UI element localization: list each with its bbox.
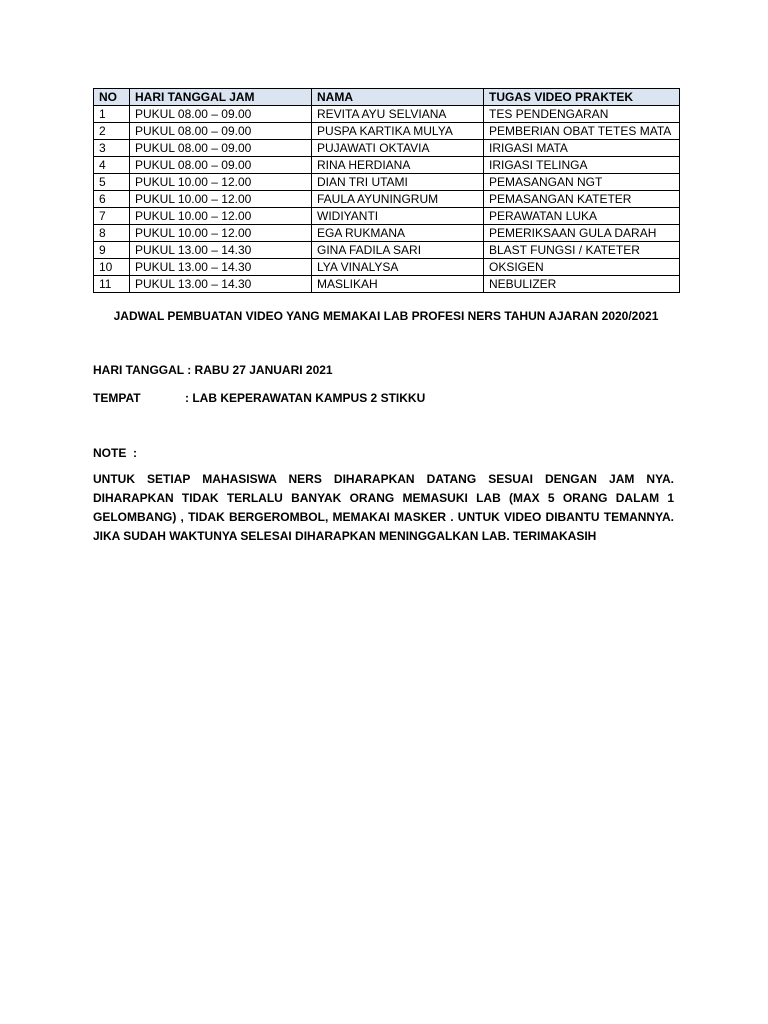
cell-time: PUKUL 10.00 – 12.00 — [130, 174, 312, 191]
place-value: : LAB KEPERAWATAN KAMPUS 2 STIKKU — [185, 391, 426, 405]
cell-name: WIDIYANTI — [312, 208, 484, 225]
table-row — [94, 157, 680, 174]
cell-time: PUKUL 08.00 – 09.00 — [130, 140, 312, 157]
cell-no: 11 — [94, 276, 130, 293]
cell-task: BLAST FUNGSI / KATETER — [484, 242, 680, 259]
cell-name: LYA VINALYSA — [312, 259, 484, 276]
table-caption: JADWAL PEMBUATAN VIDEO YANG MEMAKAI LAB PROFESI NERS TAHUN AJARAN 2020/2021 — [113, 309, 659, 323]
cell-time: PUKUL 08.00 – 09.00 — [130, 106, 312, 123]
place-label: TEMPAT — [93, 391, 141, 405]
cell-time: PUKUL 08.00 – 09.00 — [130, 123, 312, 140]
cell-task: PEMASANGAN KATETER — [484, 191, 680, 208]
cell-time: PUKUL 13.00 – 14.30 — [130, 276, 312, 293]
cell-time: PUKUL 10.00 – 12.00 — [130, 191, 312, 208]
cell-task: IRIGASI TELINGA — [484, 157, 680, 174]
cell-no: 6 — [94, 191, 130, 208]
cell-time: PUKUL 08.00 – 09.00 — [130, 157, 312, 174]
cell-no: 1 — [94, 106, 130, 123]
cell-time: PUKUL 13.00 – 14.30 — [130, 242, 312, 259]
cell-task: PEMBERIAN OBAT TETES MATA — [484, 123, 680, 140]
header-task: TUGAS VIDEO PRAKTEK — [484, 89, 680, 106]
header-time: HARI TANGGAL JAM — [130, 89, 312, 106]
cell-name: GINA FADILA SARI — [312, 242, 484, 259]
table-row — [94, 242, 680, 259]
cell-no: 9 — [94, 242, 130, 259]
cell-no: 5 — [94, 174, 130, 191]
cell-name: PUJAWATI OKTAVIA — [312, 140, 484, 157]
table-row — [94, 191, 680, 208]
schedule-table — [93, 88, 680, 293]
place-line — [93, 390, 425, 406]
header-no: NO — [94, 89, 130, 106]
cell-task: PEMASANGAN NGT — [484, 174, 680, 191]
table-row — [94, 259, 680, 276]
cell-name: REVITA AYU SELVIANA — [312, 106, 484, 123]
note-heading: NOTE : — [93, 446, 137, 460]
cell-task: IRIGASI MATA — [484, 140, 680, 157]
table-row — [94, 174, 680, 191]
cell-name: MASLIKAH — [312, 276, 484, 293]
header-name: NAMA — [312, 89, 484, 106]
cell-name: PUSPA KARTIKA MULYA — [312, 123, 484, 140]
cell-no: 8 — [94, 225, 130, 242]
table-row — [94, 208, 680, 225]
cell-task: PEMERIKSAAN GULA DARAH — [484, 225, 680, 242]
cell-no: 3 — [94, 140, 130, 157]
cell-no: 2 — [94, 123, 130, 140]
note-body: UNTUK SETIAP MAHASISWA NERS DIHARAPKAN DATANG SESUAI DENGAN JAM NYA. DIHARAPKAN TIDAK TERLALU BANYAK ORANG MEMASUKI LAB (MAX 5 ORANG DALAM 1 GELOMBANG) , TIDAK BERGEROMBOL, MEMAKAI MASKER . UNTUK VIDEO DIBANTU TEMANNYA. JIKA SUDAH WAKTUNYA SELESAI DIHARAPKAN MENINGGALKAN LAB. TERIMAKASIH — [93, 472, 674, 543]
cell-no: 10 — [94, 259, 130, 276]
cell-name: FAULA AYUNINGRUM — [312, 191, 484, 208]
cell-task: TES PENDENGARAN — [484, 106, 680, 123]
cell-time: PUKUL 10.00 – 12.00 — [130, 225, 312, 242]
cell-task: PERAWATAN LUKA — [484, 208, 680, 225]
cell-no: 4 — [94, 157, 130, 174]
date-line: HARI TANGGAL : RABU 27 JANUARI 2021 — [93, 363, 333, 377]
table-row — [94, 225, 680, 242]
table-header-row — [94, 89, 680, 106]
table-row — [94, 106, 680, 123]
cell-no: 7 — [94, 208, 130, 225]
cell-task: NEBULIZER — [484, 276, 680, 293]
cell-name: EGA RUKMANA — [312, 225, 484, 242]
cell-task: OKSIGEN — [484, 259, 680, 276]
cell-time: PUKUL 10.00 – 12.00 — [130, 208, 312, 225]
cell-name: DIAN TRI UTAMI — [312, 174, 484, 191]
cell-time: PUKUL 13.00 – 14.30 — [130, 259, 312, 276]
table-row — [94, 276, 680, 293]
cell-name: RINA HERDIANA — [312, 157, 484, 174]
table-row — [94, 123, 680, 140]
table-row — [94, 140, 680, 157]
